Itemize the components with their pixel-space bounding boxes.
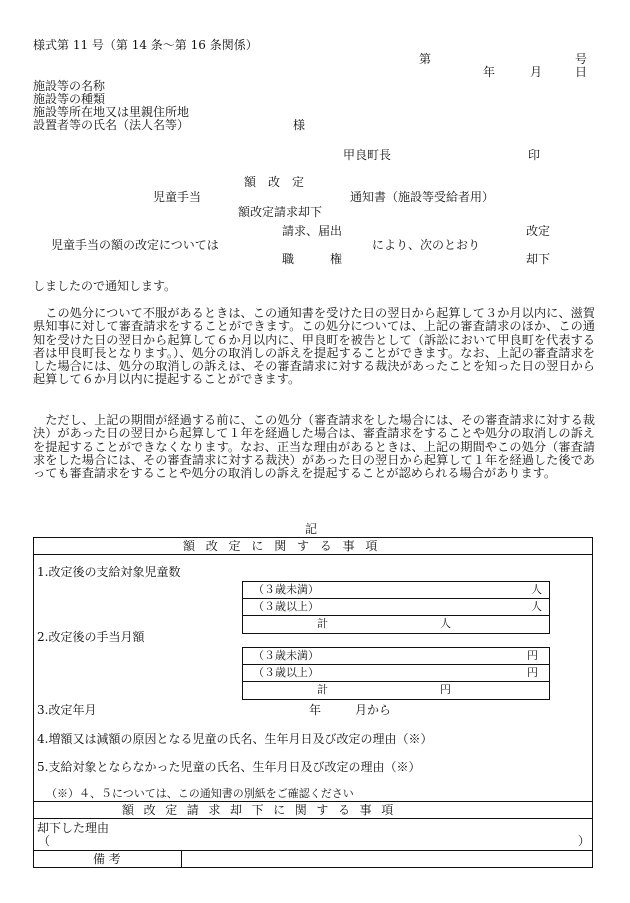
item4-label: 4.増額又は減額の原因となる児童の氏名、生年月日及び改定の理由（※） [37,732,433,746]
notice-middle: により、次のとおり [372,238,481,252]
form-number: 様式第 11 号（第 14 条～第 16 条関係） [33,38,258,52]
notice-tail: しましたので通知します。 [33,279,177,293]
divider [242,664,550,665]
option-kyakka: 却下 [526,252,551,266]
rejection-reason-paren-open: （ [38,834,51,848]
title-notice: 通知書（施設等受給者用） [350,190,495,204]
founder-name-label: 設置者等の氏名（法人名等） [33,118,190,132]
divider [181,850,182,868]
divider [33,818,593,819]
date-year-label: 年 [483,65,496,79]
rejection-reason-paren-close: ） [578,834,591,848]
date-month-label: 月 [530,65,543,79]
item1-label: 1.改定後の支給対象児童数 [37,565,181,579]
divider [242,598,550,599]
children-over3-label: （３歳以上） [253,600,319,613]
honorific: 様 [293,118,306,132]
amount-over3-unit: 円 [527,666,538,679]
divider [33,801,593,802]
option-seikyu: 請求、届出 [282,224,343,238]
date-day-label: 日 [575,65,588,79]
option-shokken: 職 権 [282,252,343,266]
divider [33,554,593,555]
issuer-mayor: 甲良町長 [343,148,392,162]
item2-label: 2.改定後の手当月額 [37,630,145,644]
appeal-paragraph-1: この処分について不服があるときは、この通知書を受けた日の翌日から起算して３か月以内に、滋賀県知事に対して審査請求をすることができます。この処分については、上記の審査請求のほか、この通知を受けた日の翌日から起算して６か月以内に、甲良町を被告として（訴訟において甲良町を代表する者は甲良町長となります。）、処分の取消しの訴えを提起することができます。なお、上記の審査請求をした場合には、処分の取消しの訴えは、その審査請求に対する裁決があったことを知った日の翌日から起算して６か月以内に提起することができます。 [33,306,595,387]
rejection-reason-label: 却下した理由 [37,821,110,835]
facility-type-label: 施設等の種類 [33,92,106,106]
divider [33,850,593,851]
children-over3-unit: 人 [531,600,542,613]
facility-address-label: 施設等所在地又は里親住所地 [33,105,190,119]
amount-total-label: 計 [317,683,328,696]
number-prefix: 第 [419,52,432,66]
facility-name-label: 施設等の名称 [33,79,106,93]
title-option-kaitei: 額 改 定 [244,175,305,189]
issuer-seal: 印 [528,148,541,162]
revision-heading: 額改定に関する事項 [183,539,389,553]
remarks-label: 備考 [93,852,125,866]
option-kaitei: 改定 [526,224,551,238]
divider [242,615,550,616]
amount-total-unit: 円 [440,683,451,696]
title-jidou-teate: 児童手当 [153,190,202,204]
children-total-unit: 人 [440,617,451,630]
title-option-kyakka: 額改定請求却下 [238,205,323,219]
ki-marker: 記 [305,522,318,536]
children-total-label: 計 [317,617,328,630]
rejection-heading: 額改定請求却下に関する事項 [122,803,403,817]
appeal-paragraph-2: ただし、上記の期間が経過する前に、この処分（審査請求をした場合には、その審査請求に対する裁決）があった日の翌日から起算して１年を経過した場合は、審査請求をすることや処分の取消しの訴えを提起することができなくなります。なお、正当な理由があるときは、上記の期間やこの処分（審査請求をした場合には、その審査請求に対する裁決）があった日の翌日から起算して１年を経過した後であっても審査請求をすることや処分の取消しの訴えを提起することが認められる場合があります。 [33,413,595,481]
amount-under3-unit: 円 [527,649,538,662]
note-text: （※）４、５については、この通知書の別紙をご確認ください [46,787,354,800]
revision-date-from: 月から [355,703,392,717]
children-under3-unit: 人 [531,583,542,596]
amount-under3-label: （３歳未満） [253,649,319,662]
revision-date-year: 年 [309,703,322,717]
notice-lead: 児童手当の額の改定については [51,238,219,252]
divider [242,681,550,682]
number-suffix: 号 [575,52,588,66]
item5-label: 5.支給対象とならなかった児童の氏名、生年月日及び改定の理由（※） [37,760,421,774]
children-under3-label: （３歳未満） [253,583,319,596]
item3-label: 3.改定年月 [37,703,97,717]
amount-over3-label: （３歳以上） [253,666,319,679]
